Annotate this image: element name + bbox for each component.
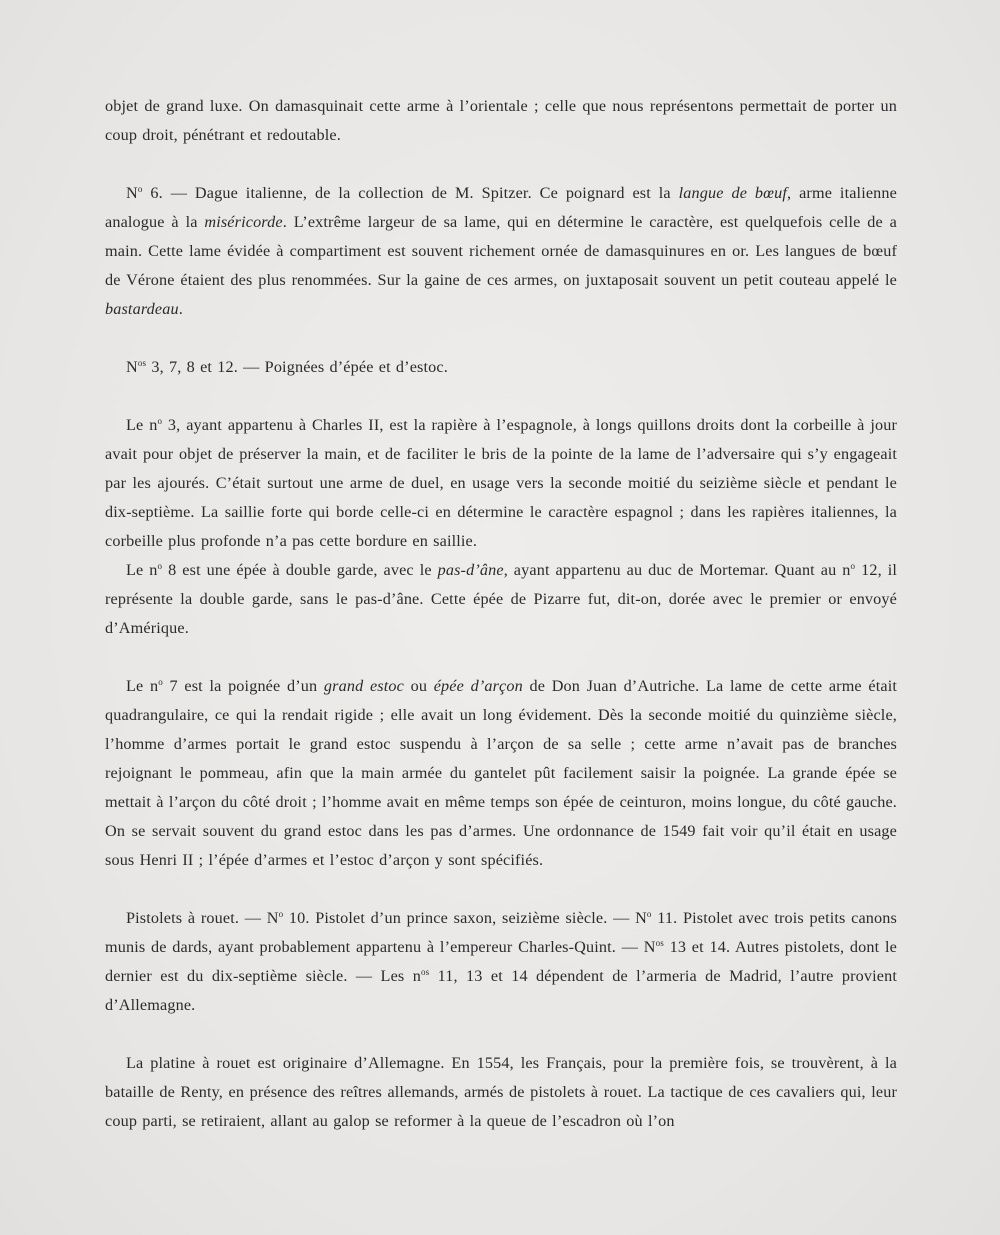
text-run: 8 est une épée à double garde, avec le [162,561,438,579]
italic-term: pas-d’âne [437,561,504,579]
superscript-abbrev: os [137,358,147,368]
text-run: 10. Pistolet d’un prince saxon, seizième siècle. — N [283,909,647,927]
text-run: Le n [126,677,159,695]
text-run: Pistolets à rouet. — N [126,909,279,927]
superscript-abbrev: o [278,909,284,919]
text-run: , ayant appartenu au duc de Mortemar. Quant au n [503,561,851,579]
text-run: 11. Pistolet avec trois petits canons munis de dards, ayant probablement appartenu à l’empereur Charles-Quint. — N [105,909,897,956]
superscript-abbrev: o [158,677,163,687]
text-run: , arme italienne analogue à la [105,184,898,231]
text-run: Le n [126,416,158,434]
paragraph-6 [105,672,897,875]
text-run: 3, ayant appartenu à Charles II, est la rapière à l’espagnole, à longs quillons droits dont la corbeille à jour avait pour objet de préserver la main, et de faciliter le bris de la pointe de la lame de l’adversaire qui s’y engageait par les ajourés. C’était surtout une arme de duel, en usage vers la seconde moitié du seizième siècle et pendant le dix-septième. La saillie forte qui borde celle-ci en détermine le caractère espagnol ; dans les rapières italiennes, la corbeille plus profonde n’a pas cette bordure en saillie. [105,416,897,550]
superscript-abbrev: o [157,416,163,426]
text-run: . [178,300,183,318]
text-run: Le n [126,561,158,579]
text-run: 12, il représente la double garde, sans le pas-d’âne. Cette épée de Pizarre fut, dit-on, dorée avec le premier or envoyé d’Amérique. [105,561,897,637]
text-run: 13 et 14. Autres pistolets, dont le dernier est du dix-septième siècle. — Les n [105,938,897,985]
superscript-abbrev: o [137,184,143,194]
paragraph-8 [105,1049,897,1136]
text-run: 6. — Dague italienne, de la collection de M. Spitzer. Ce poignard est la [142,184,679,202]
text-run: de Don Juan d’Autriche. La lame de cette arme était quadrangulaire, ce qui la rendait rigide ; elle avait un long évidement. Dès la seconde moitié du quinzième siècle, l’homme d’armes portait le grand estoc suspendu à l’arçon de sa selle ; cette arme n’avait pas de branches rejoignant le pommeau, afin que la main armée du gantelet pût facilement saisir la poignée. La grande épée se mettait à l’arçon du côté droit ; l’homme avait en même temps son épée de ceinturon, moins longue, du côté gauche. On se servait souvent du grand estoc dans les pas d’armes. Une ordonnance de 1549 fait voir qu’il était en usage sous Henri II ; l’épée d’armes et l’estoc d’arçon y sont spécifiés. [105,677,898,869]
superscript-abbrev: o [157,561,163,571]
text-run: 7 est la poignée d’un [162,677,324,695]
paragraph-1 [105,92,897,150]
text-run: 3, 7, 8 et 12. — Poignées d’épée et d’estoc. [146,358,448,376]
italic-term: langue de bœuf [678,184,788,202]
italic-term: grand estoc [323,677,404,695]
text-run: N [126,184,138,202]
paragraph-2 [105,179,897,324]
paragraph-4 [105,411,897,556]
text-run: ou [403,677,434,695]
italic-term: miséricorde [204,213,283,231]
superscript-abbrev: os [655,938,664,948]
superscript-abbrev: o [646,909,652,919]
text-run: objet de grand luxe. On damasquinait cette arme à l’orientale ; celle que nous représentons permettait de porter un coup droit, pénétrant et redoutable. [105,97,897,144]
body-text [105,92,897,1136]
text-run: La platine à rouet est originaire d’Allemagne. En 1554, les Français, pour la première fois, se trouvèrent, à la bataille de Renty, en présence des reîtres allemands, armés de pistolets à rouet. La tactique de ces cavaliers qui, leur coup parti, se retiraient, allant au galop se reformer à la queue de l’escadron où l’on [105,1054,897,1130]
text-run: . L’extrême largeur de sa lame, qui en détermine le caractère, est quelquefois celle de a main. Cette lame évidée à compartiment est souvent richement ornée de damasquinures en or. Les langues de bœuf de Vérone étaient des plus renommées. Sur la gaine de ces armes, on juxtaposait souvent un petit couteau appelé le [105,213,897,289]
superscript-abbrev: o [850,561,856,571]
paragraph-3 [105,353,897,382]
text-run: 11, 13 et 14 dépendent de l’armeria de Madrid, l’autre provient d’Allemagne. [105,967,897,1014]
italic-term: bastardeau [105,300,179,318]
italic-term: épée d’arçon [433,677,523,695]
superscript-abbrev: os [420,967,430,977]
paragraph-7 [105,904,897,1020]
paragraph-5 [105,556,897,643]
text-run: N [126,358,138,376]
